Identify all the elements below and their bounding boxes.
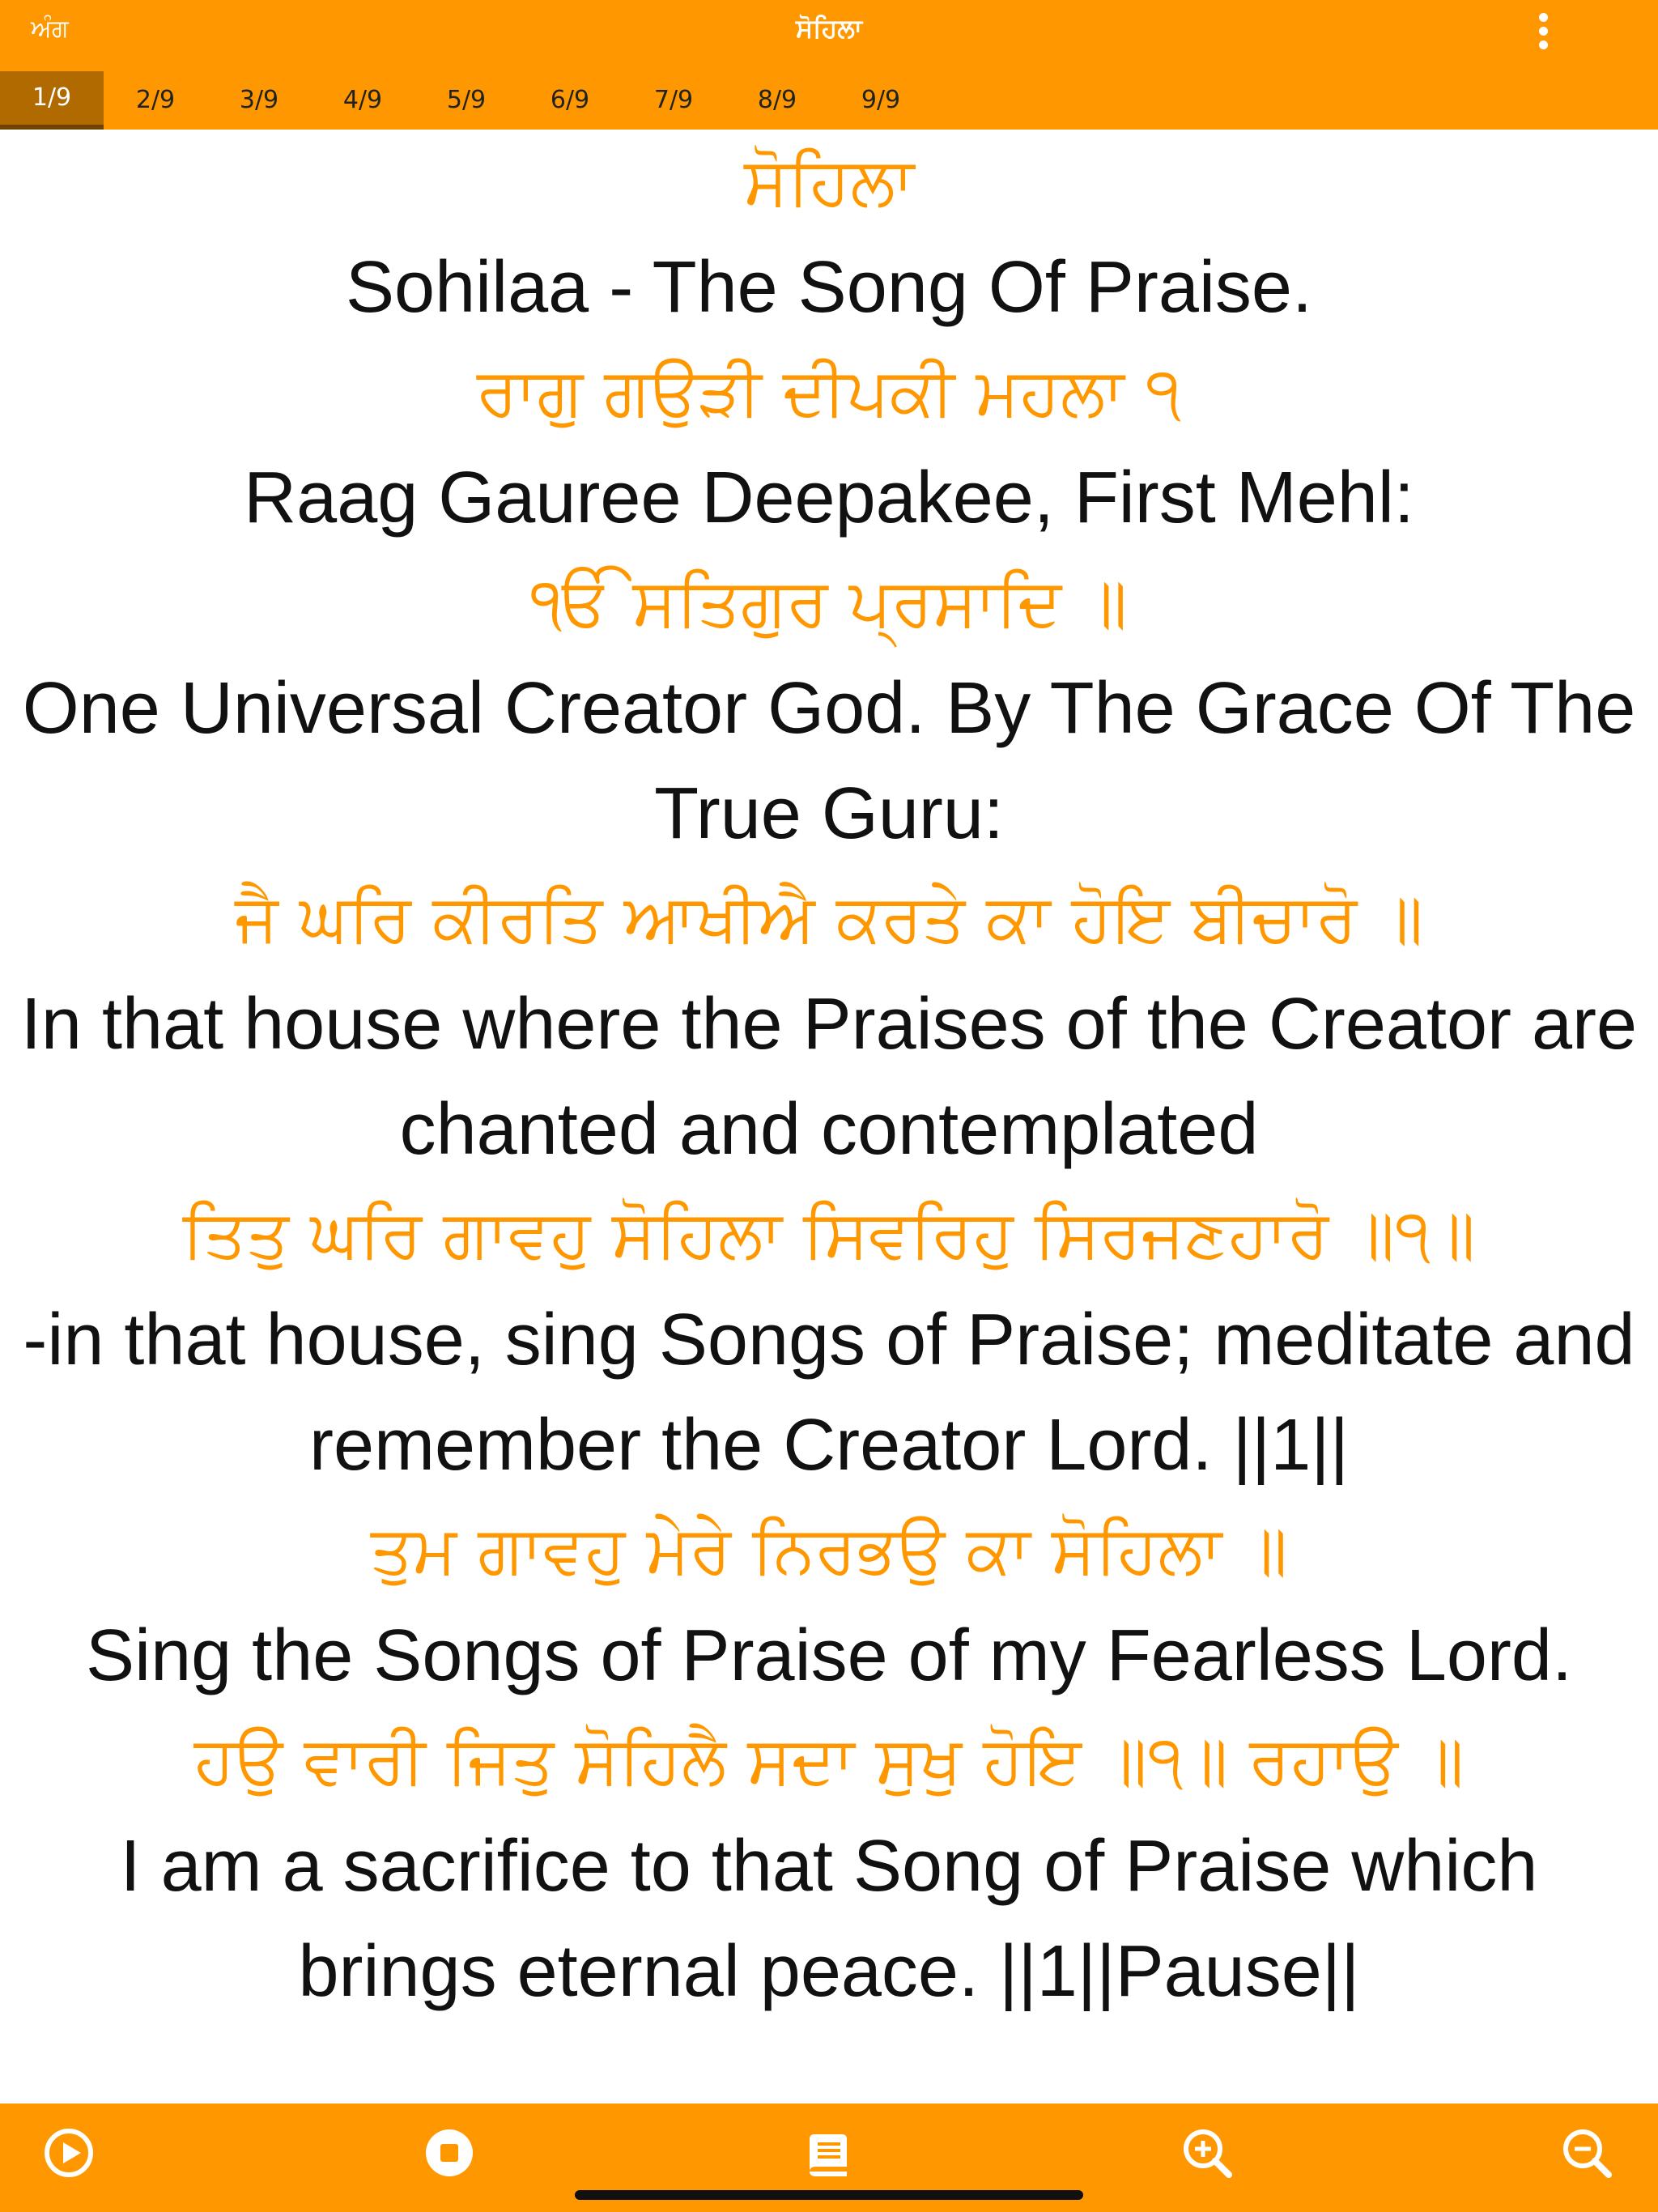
tab-8[interactable]: 8/9 xyxy=(757,86,797,114)
verse-3 xyxy=(0,551,1658,866)
tab-2[interactable]: 2/9 xyxy=(135,86,176,114)
ang-label[interactable]: ਅੰਗ xyxy=(31,15,69,43)
tab-7[interactable]: 7/9 xyxy=(653,86,694,114)
translation-line: One Universal Creator God. By The Grace Of The True Guru: xyxy=(22,668,1636,854)
page-tabs xyxy=(0,71,933,130)
book-icon[interactable] xyxy=(800,2125,857,2181)
home-indicator[interactable] xyxy=(575,2190,1083,2200)
tab-6[interactable]: 6/9 xyxy=(550,86,590,114)
top-app-bar xyxy=(0,0,1658,130)
zoom-out-icon[interactable] xyxy=(1558,2125,1615,2181)
verse-content[interactable] xyxy=(0,130,1658,2104)
verse-7 xyxy=(0,1708,1658,2024)
play-icon[interactable] xyxy=(40,2125,97,2181)
stop-icon[interactable] xyxy=(421,2125,478,2181)
tab-4[interactable]: 4/9 xyxy=(342,86,383,114)
gurmukhi-line: ਤੁਮ ਗਾਵਹੁ ਮੇਰੇ ਨਿਰਭਉ ਕਾ ਸੋਹਿਲਾ ॥ xyxy=(370,1512,1288,1589)
gurmukhi-line: ੴ ਸਤਿਗੁਰ ਪ੍ਰਸਾਦਿ ॥ xyxy=(530,564,1128,641)
translation-line: Raag Gauree Deepakee, First Mehl: xyxy=(244,457,1414,538)
tab-3[interactable]: 3/9 xyxy=(239,86,279,114)
translation-line: In that house where the Praises of the Creator are chanted and contemplated xyxy=(20,984,1638,1170)
tab-9[interactable]: 9/9 xyxy=(861,86,901,114)
gurmukhi-line: ਸੋਹਿਲਾ xyxy=(743,143,915,220)
verse-2 xyxy=(0,340,1658,551)
translation-line: -in that house, sing Songs of Praise; meditate and remember the Creator Lord. ||1|| xyxy=(23,1300,1635,1486)
verse-4 xyxy=(0,866,1658,1182)
gurmukhi-line: ਹਉ ਵਾਰੀ ਜਿਤੁ ਸੋਹਿਲੈ ਸਦਾ ਸੁਖੁ ਹੋਇ ॥੧॥ ਰਹਾਉ ॥ xyxy=(193,1722,1465,1799)
translation-line: I am a sacrifice to that Song of Praise which brings eternal peace. ||1||Pause|| xyxy=(120,1826,1538,2012)
gurmukhi-line: ਤਿਤੁ ਘਰਿ ਗਾਵਹੁ ਸੋਹਿਲਾ ਸਿਵਰਿਹੁ ਸਿਰਜਣਹਾਰੋ ॥੧॥ xyxy=(182,1196,1476,1273)
tab-1[interactable]: 1/9 xyxy=(0,71,104,130)
page-title: ਸੋਹਿਲਾ xyxy=(795,13,863,44)
translation-line: Sohilaa - The Song Of Praise. xyxy=(346,247,1312,328)
gurmukhi-line: ਜੈ ਘਰਿ ਕੀਰਤਿ ਆਖੀਐ ਕਰਤੇ ਕਾ ਹੋਇ ਬੀਚਾਰੋ ॥ xyxy=(235,880,1423,957)
verse-1 xyxy=(0,130,1658,340)
gurmukhi-line: ਰਾਗੁ ਗਉੜੀ ਦੀਪਕੀ ਮਹਲਾ ੧ xyxy=(476,354,1182,431)
zoom-in-icon[interactable] xyxy=(1179,2125,1235,2181)
verse-5 xyxy=(0,1182,1658,1498)
tab-5[interactable]: 5/9 xyxy=(446,86,487,114)
more-vertical-icon[interactable] xyxy=(1520,6,1566,55)
verse-6 xyxy=(0,1498,1658,1708)
translation-line: Sing the Songs of Praise of my Fearless Lord. xyxy=(86,1615,1572,1696)
